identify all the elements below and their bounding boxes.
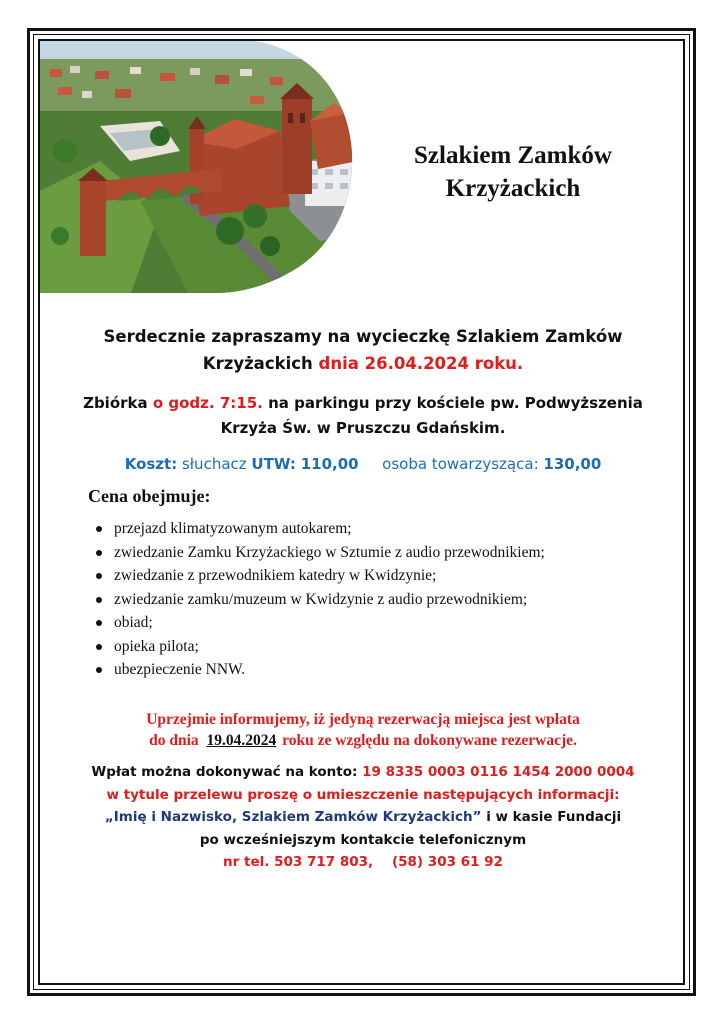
notice-suffix: roku ze względu na dokonywane rezerwacje. [282,732,577,749]
title-line-1: Szlakiem Zamków [414,142,612,169]
transfer-title: „Imię i Nazwisko, Szlakiem Zamków Krzyżackich” [104,809,482,825]
phone-number-1: 503 717 803, [274,854,374,870]
list-item: zwiedzanie zamku/muzeum w Kwidzynie z audio przewodnikiem; [88,588,545,612]
reservation-notice [60,709,666,751]
meeting-line-1 [60,391,666,416]
student-price: 110,00 [300,455,359,473]
meeting-info [60,391,666,441]
invitation-line-1: Serdecznie zapraszamy na wycieczkę Szlakiem Zamków [103,327,623,346]
includes-list [88,517,545,682]
notice-prefix: do dnia [149,732,199,749]
phone-label: nr tel. [223,854,270,870]
meeting-place-2: Krzyża Św. w Pruszczu Gdańskim. [220,419,506,437]
notice-line-2 [60,730,666,751]
account-number: 19 8335 0003 0116 1454 2000 0004 [362,764,635,780]
contact-note: po wcześniejszym kontakcie telefonicznym [199,831,527,848]
cashier-note: i w kasie Fundacji [486,809,622,825]
list-item: przejazd klimatyzowanym autokarem; [88,517,545,541]
list-item: ubezpieczenie NNW. [88,658,545,682]
invitation-castles: Krzyżackich [202,354,313,373]
notice-line-1: Uprzejmie informujemy, iż jedyną rezerwacją miejsca jest wpłata [146,711,580,728]
list-item: obiad; [88,611,545,635]
list-item: zwiedzanie Zamku Krzyżackiego w Sztumie z audio przewodnikiem; [88,541,545,565]
list-item: opieka pilota; [88,635,545,659]
payment-info [60,761,666,874]
transfer-note: w tytule przelewu proszę o umieszczenie następujących informacji: [106,786,620,803]
student-label: słuchacz [181,455,247,473]
phone-number-2: (58) 303 61 92 [391,854,503,870]
transfer-title-line [60,806,666,829]
phone-line [60,851,666,874]
title-line-2: Krzyżackich [445,175,581,202]
invitation-line-2 [60,350,666,377]
cost-line [60,452,666,476]
companion-label: osoba towarzysząca: [382,455,539,473]
meeting-label: Zbiórka [83,394,148,412]
meeting-time: o godz. 7:15. [152,394,263,412]
companion-price: 130,00 [543,455,602,473]
payment-deadline: 19.04.2024 [206,732,277,749]
meeting-place-1: na parkingu przy kościele pw. Podwyższenia [268,394,643,412]
utw-label: UTW: [251,455,296,473]
castle-aerial-photo [40,41,380,296]
cost-label: Koszt: [124,455,178,473]
includes-heading: Cena obejmuje: [88,486,211,506]
account-label: Wpłat można dokonywać na konto: [91,764,358,780]
list-item: zwiedzanie z przewodnikiem katedry w Kwidzynie; [88,564,545,588]
document-title [388,139,638,205]
account-line [60,761,666,784]
trip-date: dnia 26.04.2024 roku. [318,354,524,373]
invitation-text [60,323,666,377]
